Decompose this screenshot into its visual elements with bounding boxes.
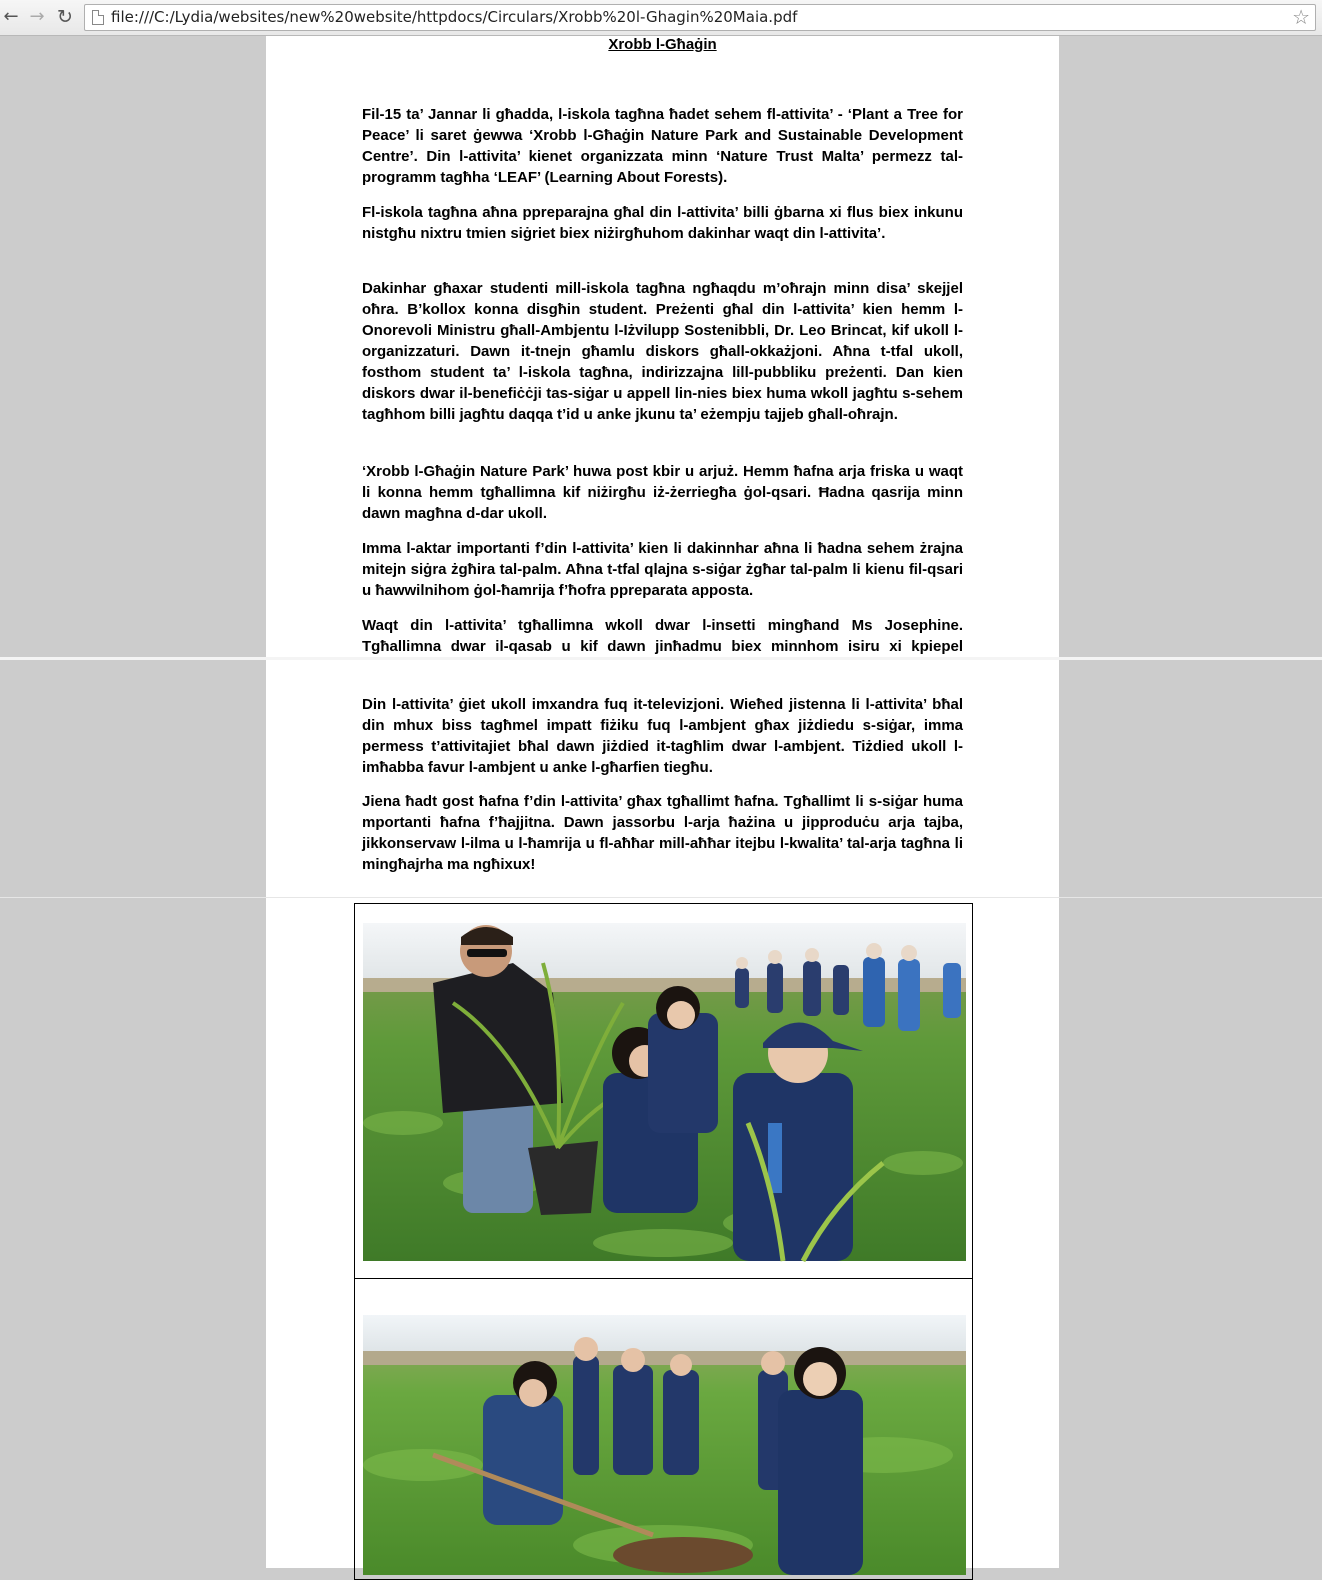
paragraph-4: ‘Xrobb l-Għaġin Nature Park’ huwa post kbir u arjuż. Hemm ħafna arja friska u waqt li konna hemm tgħallimna kif niżirgħu iż-żerriegħa ġol-qsari. Ħadna qasrija minn dawn magħna d-dar ukoll. bbox=[362, 463, 963, 522]
photo-children-digging bbox=[363, 1315, 966, 1575]
address-bar[interactable] bbox=[84, 4, 1316, 31]
paragraph-3: Dakinhar għaxar studenti mill-iskola tagħna ngħaqdu m’oħrajn minn disa’ skejjel oħra. B’kollox konna disgħin student. Preżenti għal din l-attivita’ kien hemm l-Onorevoli Ministru għall-Ambjentu l-Iżvilupp Sostenibbli, Dr. Leo Brincat, kif ukoll l-organizzaturi. Dawn it-tnejn għamlu diskors għall-okkażjoni. Aħna t-tfal ukoll, fosthom student ta’ l-iskola tagħna, indirizzajna lill-pubbliku preżenti. Dan kien diskors dwar il-benefiċċji tas-siġar u appell lin-nies biex huma wkoll jagħtu s-sehem tagħhom billi jagħtu daqqa t’id u anke jkunu ta’ eżempju tajjeb għall-oħrajn. bbox=[362, 280, 963, 423]
url-text[interactable]: file:///C:/Lydia/websites/new%20website/httpdocs/Circulars/Xrobb%20l-Ghagin%20Maia.pdf bbox=[111, 8, 798, 26]
pdf-page-1 bbox=[266, 36, 1059, 657]
pdf-page-3 bbox=[266, 898, 1059, 1568]
paragraph-6: Waqt din l-attivita’ tgħallimna wkoll dwar l-insetti mingħand Ms Josephine. Tgħallimna dwar il-qasab u kif dawn jinħadmu biex minnhom isiru xi kpiepel bbox=[362, 617, 963, 655]
photo-table bbox=[354, 903, 973, 1580]
forward-arrow-icon: → bbox=[29, 6, 45, 27]
page-icon bbox=[92, 10, 104, 25]
reload-button[interactable] bbox=[54, 6, 76, 28]
pdf-page-2 bbox=[266, 660, 1059, 897]
back-arrow-icon: ← bbox=[3, 6, 19, 27]
bookmark-star-icon[interactable]: ☆ bbox=[1292, 5, 1310, 29]
back-button[interactable] bbox=[0, 6, 22, 28]
browser-toolbar bbox=[0, 0, 1322, 36]
paragraph-8: Jiena ħadt gost ħafna f’din l-attivita’ għax tgħallimt ħafna. Tgħallimt li s-siġar huma mportanti ħafna f’ħajjitna. Dawn jassorbu l-arja ħażina u jipproduċu arja tajba, jikkonservaw l-ilma u l-ħamrija u fl-aħħar mill-aħħar itejbu l-kwalita’ tal-arja tagħna li mingħajrha ma ngħixux! bbox=[362, 793, 963, 873]
photo-cell bbox=[355, 1279, 972, 1579]
paragraph-2: Fl-iskola tagħna aħna ppreparajna għal din l-attivita’ billi ġbarna xi flus biex inkunu nistgħu nixtru tmien siġriet biex niżirgħuhom dakinhar waqt din l-attivita’. bbox=[362, 204, 963, 242]
reload-icon: ↻ bbox=[57, 6, 73, 28]
photo-planting-palm bbox=[363, 923, 966, 1261]
paragraph-7: Din l-attivita’ ġiet ukoll imxandra fuq it-televizjoni. Wieħed jistenna li l-attivita’ bħal din mhux biss tagħmel impatt fiżiku fuq l-ambjent għax jiżdiedu s-siġar, imma permess t’attivitajiet bħal dawn jiżdied it-tagħlim dwar l-ambjent. Tiżdied ukoll l-imħabba favur l-ambjent u anke l-għarfien tiegħu. bbox=[362, 696, 963, 776]
photo-cell bbox=[355, 904, 972, 1279]
forward-button[interactable] bbox=[26, 6, 48, 28]
paragraph-5: Imma l-aktar importanti f’din l-attivita’ kien li dakinnhar aħna li ħadna sehem żrajna mitejn siġra żgħira tal-palm. Aħna t-tfal qlajna s-siġar żgħar tal-palm li kienu fil-qsari u ħawwilnihom ġol-ħamrija f’ħofra ppreparata apposta. bbox=[362, 540, 963, 599]
paragraph-1: Fil-15 ta’ Jannar li għadda, l-iskola tagħna ħadet sehem fl-attivita’ - ‘Plant a Tree for Peace’ li saret ġewwa ‘Xrobb l-Għaġin Nature Park and Sustainable Development Centre’. Din l-attivita’ kienet organizzata minn ‘Nature Trust Malta’ permezz tal-programm tagħha ‘LEAF’ (Learning About Forests). bbox=[362, 106, 963, 186]
document-title: Xrobb l-Għaġin bbox=[608, 36, 717, 53]
